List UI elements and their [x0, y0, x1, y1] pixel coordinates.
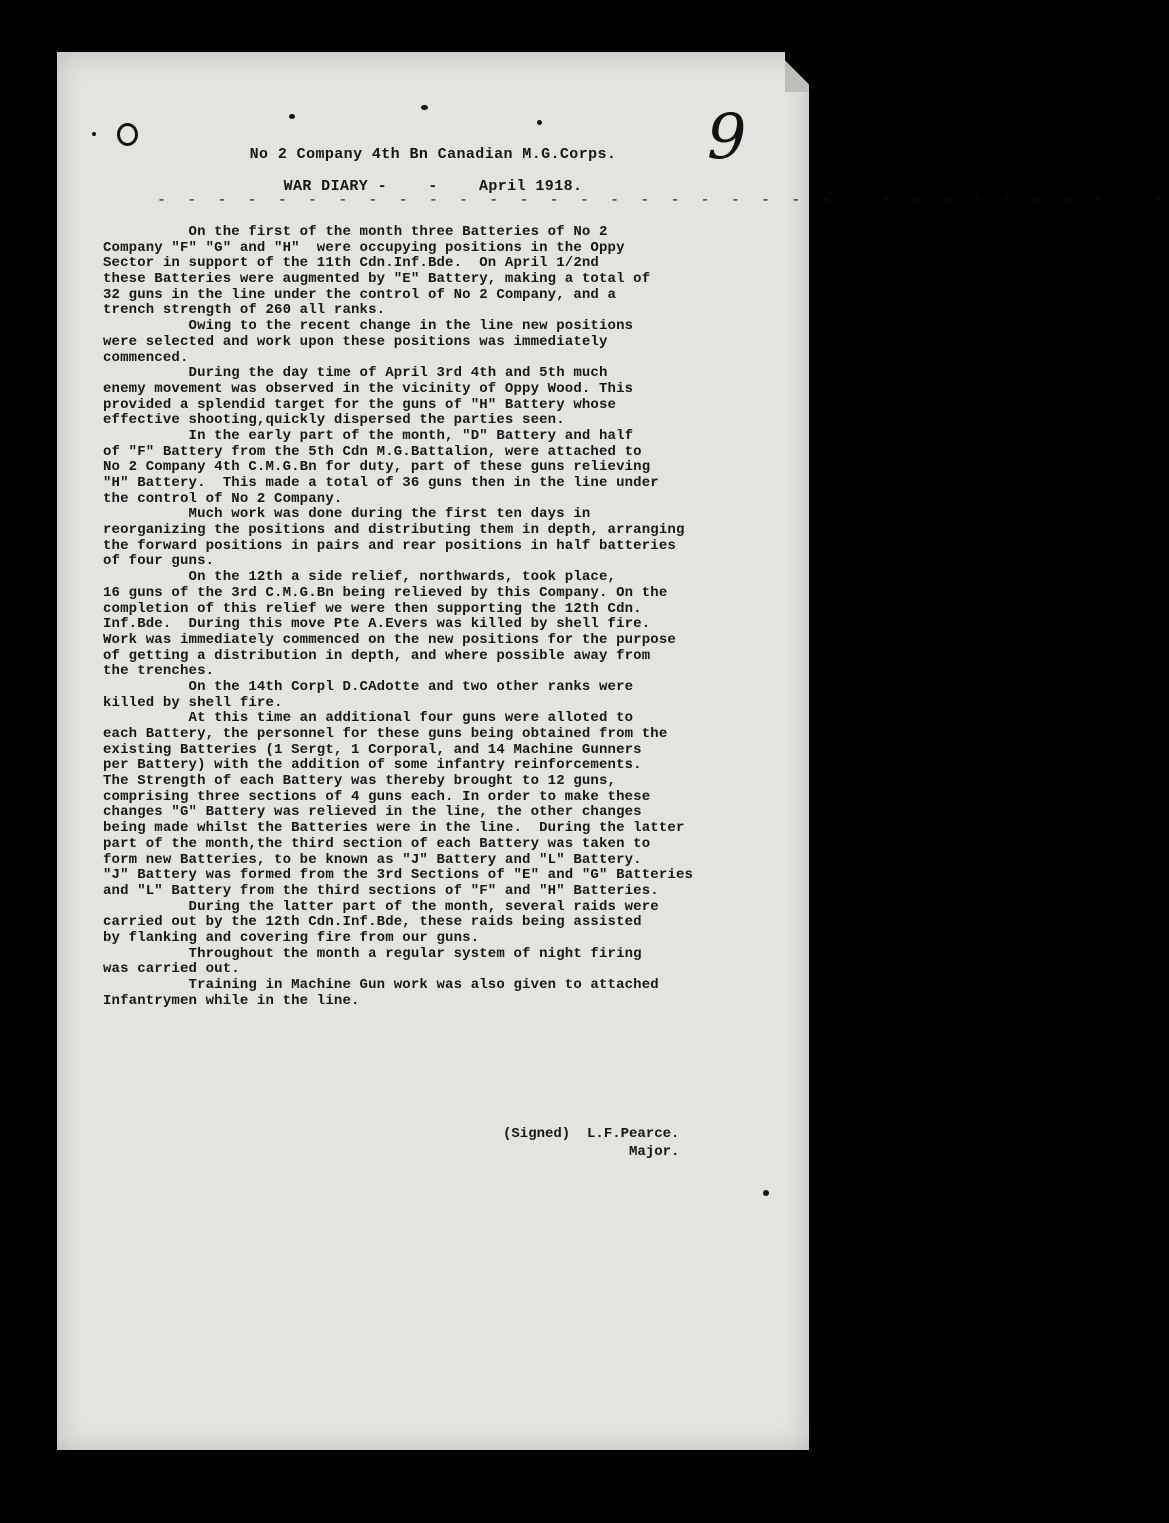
diary-line: by flanking and covering fire from our guns. [103, 929, 480, 946]
document-heading: No 2 Company 4th Bn Canadian M.G.Corps. [249, 146, 617, 163]
diary-line: The Strength of each Battery was thereby brought to 12 guns, [103, 773, 617, 790]
diary-line: At this time an additional four guns were alloted to [103, 710, 634, 727]
diary-line: of "F" Battery from the 5th Cdn M.G.Battalion, were attached to [103, 443, 642, 460]
signature-line: (Signed) L.F.Pearce. [503, 1126, 680, 1142]
diary-line: completion of this relief we were then supporting the 12th Cdn. [103, 600, 642, 617]
subheading-left: WAR DIARY - [283, 178, 387, 195]
diary-line: enemy movement was observed in the vicinity of Oppy Wood. This [103, 380, 634, 397]
diary-line: No 2 Company 4th C.M.G.Bn for duty, part of these guns relieving [103, 459, 651, 476]
document-page [57, 52, 1169, 1450]
diary-line: commenced. [103, 349, 189, 366]
diary-line: killed by shell fire. [103, 694, 283, 711]
diary-line: In the early part of the month, "D" Battery and half [103, 427, 634, 444]
diary-line: provided a splendid target for the guns of "H" Battery whose [103, 396, 617, 413]
diary-line: Much work was done during the first ten days in [103, 506, 591, 523]
diary-line: of getting a distribution in depth, and where possible away from [103, 647, 651, 664]
diary-line: the trenches. [103, 663, 215, 680]
diary-line: Owing to the recent change in the line new positions [103, 318, 634, 335]
diary-line: 16 guns of the 3rd C.M.G.Bn being relieved by this Company. On the [103, 584, 668, 601]
diary-body [103, 225, 743, 1009]
diary-line: being made whilst the Batteries were in the line. During the latter [103, 820, 685, 837]
signature-rank: Major. [503, 1144, 680, 1160]
ink-speck [421, 105, 428, 110]
diary-line: and "L" Battery from the third sections of "F" and "H" Batteries. [103, 882, 659, 899]
diary-line: comprising three sections of 4 guns each. In order to make these [103, 788, 651, 805]
diary-line: per Battery) with the addition of some infantry reinforcements. [103, 757, 642, 774]
diary-line: each Battery, the personnel for these guns being obtained from the [103, 726, 668, 742]
ink-speck [289, 114, 295, 119]
diary-line: Work was immediately commenced on the new positions for the purpose [103, 631, 676, 648]
diary-line: Sector in support of the 11th Cdn.Inf.Bde. On April 1/2nd [103, 255, 599, 272]
diary-line: carried out by the 12th Cdn.Inf.Bde, these raids being assisted [103, 914, 642, 931]
diary-line: 32 guns in the line under the control of No 2 Company, and a [103, 286, 617, 303]
diary-line: Company "F" "G" and "H" were occupying positions in the Oppy [103, 239, 625, 256]
diary-line: trench strength of 260 all ranks. [103, 302, 386, 319]
diary-line: On the first of the month three Batteries of No 2 [103, 224, 608, 240]
diary-line: the control of No 2 Company. [103, 490, 343, 507]
diary-line: these Batteries were augmented by "E" Battery, making a total of [103, 271, 651, 288]
diary-line: "H" Battery. This made a total of 36 guns then in the line under [103, 475, 659, 491]
diary-line: On the 14th Corpl D.CAdotte and two other ranks were [103, 678, 634, 695]
ink-speck [92, 132, 96, 136]
diary-line: was carried out. [103, 961, 240, 978]
handwritten-page-number: 9 [707, 100, 747, 173]
diary-line: During the day time of April 3rd 4th and 5th much [103, 365, 608, 382]
diary-line: During the latter part of the month, several raids were [103, 898, 659, 915]
diary-line: form new Batteries, to be known as "J" Battery and "L" Battery. [103, 851, 642, 868]
punch-hole-mark [117, 123, 138, 146]
diary-line: were selected and work upon these positions was immediately [103, 333, 608, 350]
ink-speck [537, 120, 542, 125]
diary-line: Inf.Bde. During this move Pte A.Evers was killed by shell fire. [103, 616, 651, 633]
diary-line: reorganizing the positions and distributing them in depth, arranging [103, 522, 685, 539]
diary-line: existing Batteries (1 Sergt, 1 Corporal, and 14 Machine Gunners [103, 741, 642, 758]
diary-line: "J" Battery was formed from the 3rd Sections of "E" and "G" Batteries [103, 867, 694, 884]
diary-line: of four guns. [103, 553, 215, 570]
diary-line: Training in Machine Gun work was also given to attached [103, 977, 659, 993]
diary-line: Infantrymen while in the line. [103, 992, 360, 1009]
ink-speck [763, 1190, 769, 1196]
diary-line: part of the month,the third section of each Battery was taken to [103, 835, 651, 852]
diary-line: effective shooting,quickly dispersed the parties seen. [103, 412, 565, 429]
subheading-right: April 1918. [479, 178, 583, 195]
diary-line: Throughout the month a regular system of night firing [103, 945, 642, 962]
page-corner [785, 52, 809, 92]
signature-block [503, 1125, 679, 1161]
diary-line: On the 12th a side relief, northwards, took place, [103, 569, 617, 586]
subheading-separator: - [428, 178, 438, 195]
diary-line: changes "G" Battery was relieved in the line, the other changes [103, 804, 642, 821]
diary-line: the forward positions in pairs and rear positions in half batteries [103, 537, 676, 554]
dashed-rule: - - - - - - - - - - - - - - - - - - - - - - - - - - - - - - - - - - [157, 192, 1169, 209]
